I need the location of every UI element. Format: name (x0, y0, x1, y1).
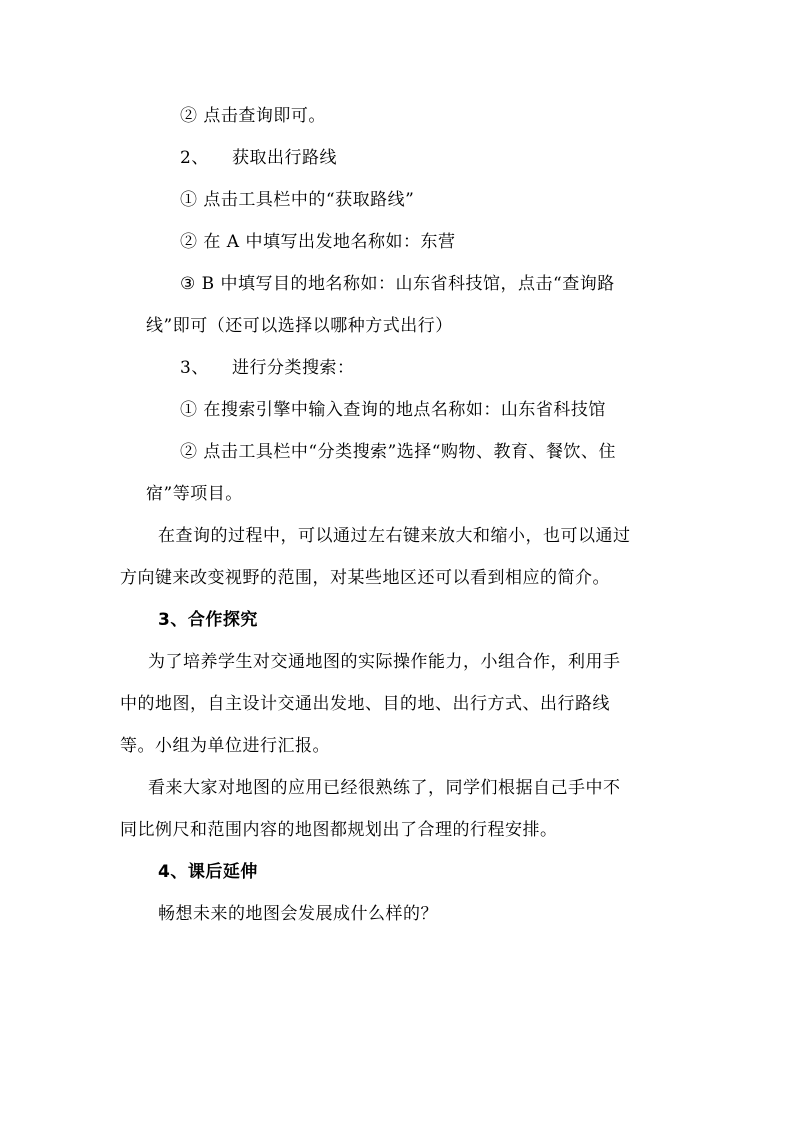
step-click-category-search-continued: 宿”等项目。 (146, 484, 243, 504)
paragraph-query-tips: 在查询的过程中，可以通过左右键来放大和缩小，也可以通过 (158, 526, 631, 546)
step-fill-origin: ② 在 A 中填写出发地名称如：东营 (180, 232, 456, 252)
section-cooperative-inquiry-heading: 3、合作探究 (158, 610, 258, 630)
section-title: 获取出行路线 (232, 148, 337, 168)
paragraph-cooperation-continued: 中的地图，自主设计交通出发地、目的地、出行方式、出行路线 (120, 694, 610, 714)
step-query-confirm: ② 点击查询即可。 (180, 106, 326, 126)
step-enter-search: ① 在搜索引擎中输入查询的地点名称如：山东省科技馆 (180, 400, 606, 420)
step-fill-destination-continued: 线”即可（还可以选择以哪种方式出行） (146, 316, 453, 336)
paragraph-summary-continued: 同比例尺和范围内容的地图都规划出了合理的行程安排。 (120, 820, 558, 840)
step-click-category-search: ② 点击工具栏中“分类搜索”选择“购物、教育、餐饮、住 (180, 442, 616, 462)
section-number: 3、 (180, 358, 209, 378)
section-title: 进行分类搜索： (232, 358, 355, 378)
section-category-search-heading (180, 356, 355, 380)
paragraph-cooperation: 为了培养学生对交通地图的实际操作能力，小组合作，利用手 (148, 652, 621, 672)
section-number: 2、 (180, 148, 209, 168)
section-after-class-extension-heading: 4、课后延伸 (158, 862, 258, 882)
paragraph-query-tips-continued: 方向键来改变视野的范围，对某些地区还可以看到相应的简介。 (120, 568, 610, 588)
paragraph-summary: 看来大家对地图的应用已经很熟练了，同学们根据自己手中不 (148, 778, 621, 798)
step-fill-destination: ③ B 中填写目的地名称如：山东省科技馆，点击“查询路 (180, 274, 615, 294)
step-click-get-route: ① 点击工具栏中的“获取路线” (180, 190, 415, 210)
paragraph-cooperation-end: 等。小组为单位进行汇报。 (120, 736, 330, 756)
paragraph-future-maps: 畅想未来的地图会发展成什么样的？ (158, 904, 438, 924)
section-get-route-heading (180, 146, 337, 170)
